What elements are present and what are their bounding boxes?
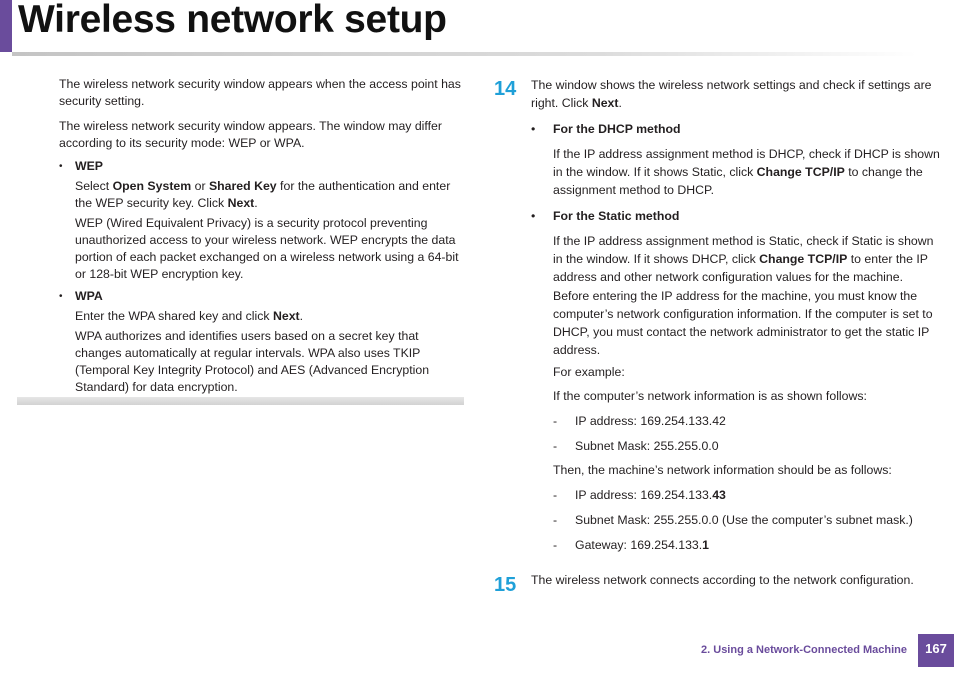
bullet-icon: •	[59, 291, 63, 302]
computer-ip-item: - IP address: 169.254.133.42	[553, 414, 726, 429]
example-label: For example:	[553, 365, 625, 380]
page-number: 167	[918, 634, 954, 667]
wpa-title: WPA	[75, 289, 103, 303]
left-column	[59, 76, 464, 396]
wep-title: WEP	[75, 159, 104, 173]
dhcp-description: If the IP address assignment method is DHCP, check if DHCP is shown in the window. If it shows Static, click Change TCP/IP to change the assignment method to DHCP.	[553, 147, 940, 197]
step-14-number: 14	[494, 78, 517, 100]
dhcp-bullet	[531, 121, 941, 138]
computer-mask-item: - Subnet Mask: 255.255.0.0	[553, 439, 719, 454]
bullet-icon: •	[531, 209, 536, 223]
security-mode-intro: The wireless network security window appears. The window may differ according to its security mode: WEP or WPA.	[59, 119, 442, 150]
bullet-icon: •	[531, 122, 536, 136]
wep-description: WEP (Wired Equivalent Privacy) is a security protocol preventing unauthorized access to your wireless network. WEP encrypts the data portion of each packet exchanged on a wireless network using a 64-bit or 128-bit WEP encryption key.	[75, 216, 459, 281]
title-underline	[12, 52, 917, 56]
wpa-instruction: Enter the WPA shared key and click Next.	[75, 309, 304, 323]
security-window-intro: The wireless network security window appears when the access point has security setting.	[59, 77, 461, 108]
computer-info-intro: If the computer’s network information is as shown follows:	[553, 389, 867, 404]
title-accent-bar	[0, 0, 12, 52]
static-bullet	[531, 208, 941, 225]
machine-mask-item: - Subnet Mask: 255.255.0.0 (Use the computer’s subnet mask.)	[553, 513, 913, 528]
page-title: Wireless network setup	[18, 0, 447, 41]
step-15-text: The wireless network connects according to the network configuration.	[531, 573, 914, 588]
wep-instruction: Select Open System or Shared Key for the authentication and enter the WEP security key. Click Next.	[75, 179, 451, 210]
right-column	[531, 76, 941, 589]
dhcp-title: For the DHCP method	[553, 122, 681, 136]
step-14-text: The window shows the wireless network settings and check if settings are right. Click Next.	[531, 78, 932, 110]
static-description: If the IP address assignment method is Static, check if Static is shown in the window. If it shows DHCP, click Change TCP/IP to enter the IP address and other network configuration values for the machine. Before entering the IP address for the machine, you must know the computer’s network configuration information. If the computer is set to DHCP, you must contact the network administrator to get the static IP address.	[553, 234, 934, 358]
wpa-description: WPA authorizes and identifies users based on a secret key that changes automatically at regular intervals. WPA also uses TKIP (Temporal Key Integrity Protocol) and AES (Advanced Encryption Standard) for data encryption.	[75, 329, 430, 394]
wep-bullet	[59, 158, 464, 175]
step-15-number: 15	[494, 574, 517, 596]
footer-chapter-link[interactable]: 2. Using a Network-Connected Machine	[701, 644, 907, 656]
bullet-icon: •	[59, 161, 63, 172]
section-divider	[17, 397, 464, 405]
machine-ip-item: - IP address: 169.254.133.43	[553, 488, 726, 503]
gateway-item: - Gateway: 169.254.133.1	[553, 538, 710, 553]
wpa-bullet	[59, 288, 464, 305]
static-title: For the Static method	[553, 209, 680, 223]
machine-info-intro: Then, the machine’s network information should be as follows:	[553, 463, 892, 478]
